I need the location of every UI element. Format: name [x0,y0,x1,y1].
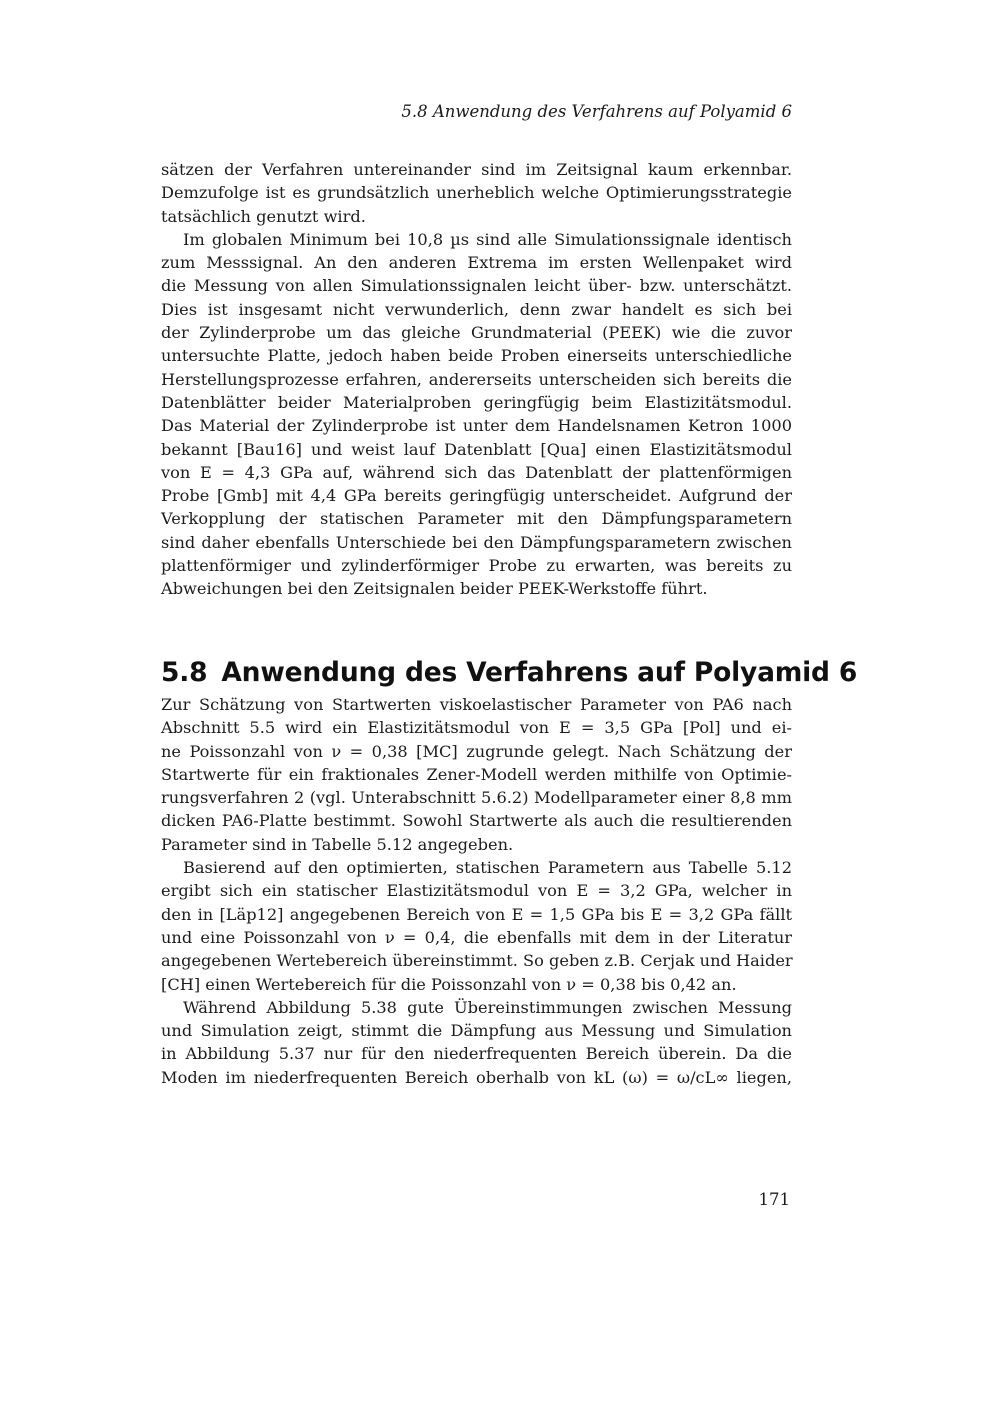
text-line: den in [Läp12] angegebenen Bereich von E = 1,5 GPa bis E = 3,2 GPa fällt [161,904,792,924]
text-line: Parameter sind in Tabelle 5.12 angegeben. [161,834,514,854]
text-line: in Abbildung 5.37 nur für den niederfrequenten Bereich überein. Da die [161,1044,792,1064]
text-line: ergibt sich ein statischer Elastizitätsmodul von E = 3,2 GPa, welcher in [161,881,792,901]
text-line: Dies ist insgesamt nicht verwunderlich, denn zwar handelt es sich bei [161,299,792,319]
text-line: und eine Poissonzahl von ν = 0,4, die ebenfalls mit dem in der Literatur [161,927,792,947]
running-head: 5.8 Anwendung des Verfahrens auf Polyamid 6 [401,102,792,121]
text-line: ne Poissonzahl von ν = 0,38 [MC] zugrunde gelegt. Nach Schätzung der [161,741,792,761]
text-line: Herstellungsprozesse erfahren, andererseits unterscheiden sich bereits die [161,369,792,389]
text-line: zum Messsignal. An den anderen Extrema im ersten Wellenpaket wird [161,253,792,273]
text-line: Demzufolge ist es grundsätzlich unerheblich welche Optimierungsstrategie [161,183,792,203]
text-block-continuation [161,158,792,601]
text-line: rungsverfahren 2 (vgl. Unterabschnitt 5.6.2) Modellparameter einer 8,8 mm [161,788,792,808]
text-line: Abschnitt 5.5 wird ein Elastizitätsmodul von E = 3,5 GPa [Pol] und ei- [161,718,792,738]
text-line: dicken PA6-Platte bestimmt. Sowohl Startwerte als auch die resultierenden [161,811,792,831]
text-line: Startwerte für ein fraktionales Zener-Modell werden mithilfe von Optimie- [161,764,792,784]
text-line: untersuchte Platte, jedoch haben beide Proben einerseits unterschiedliche [161,346,792,366]
text-line: bekannt [Bau16] und weist lauf Datenblatt [Qua] einen Elastizitätsmodul [161,439,792,459]
text-line: Verkopplung der statischen Parameter mit den Dämpfungsparametern [161,509,792,529]
text-line: Im globalen Minimum bei 10,8 µs sind alle Simulationssignale identisch [183,229,792,249]
text-line: Datenblätter beider Materialproben geringfügig beim Elastizitätsmodul. [161,392,792,412]
page-number: 171 [758,1190,790,1209]
text-line: von E = 4,3 GPa auf, während sich das Datenblatt der plattenförmigen [161,462,792,482]
section-heading [161,657,857,688]
text-line: Abweichungen bei den Zeitsignalen beider PEEK-Werkstoffe führt. [161,579,708,599]
text-line: tatsächlich genutzt wird. [161,206,366,226]
text-line: angegebenen Wertebereich übereinstimmt. So geben z.B. Cerjak und Haider [161,951,793,971]
text-line: Zur Schätzung von Startwerten viskoelastischer Parameter von PA6 nach [161,695,792,714]
section-title: Anwendung des Verfahrens auf Polyamid 6 [221,657,858,688]
text-line: sätzen der Verfahren untereinander sind im Zeitsignal kaum erkennbar. [161,160,792,179]
text-line: plattenförmiger und zylinderförmiger Probe zu erwarten, was bereits zu [161,556,792,576]
text-block-section [161,693,792,1089]
text-line: Moden im niederfrequenten Bereich oberhalb von kL (ω) = ω/cL∞ liegen, [161,1067,792,1087]
text-line: die Messung von allen Simulationssignalen leicht über- bzw. unterschätzt. [161,276,792,296]
text-line: Das Material der Zylinderprobe ist unter dem Handelsnamen Ketron 1000 [161,416,792,436]
text-line: Probe [Gmb] mit 4,4 GPa bereits geringfügig unterscheidet. Aufgrund der [161,486,792,506]
text-line: Während Abbildung 5.38 gute Übereinstimmungen zwischen Messung [183,997,792,1017]
text-line: sind daher ebenfalls Unterschiede bei den Dämpfungsparametern zwischen [161,532,792,552]
section-number: 5.8 [161,657,208,688]
text-line: Basierend auf den optimierten, statischen Parametern aus Tabelle 5.12 [183,858,792,878]
text-line: und Simulation zeigt, stimmt die Dämpfung aus Messung und Simulation [161,1021,792,1041]
text-line: [CH] einen Wertebereich für die Poissonzahl von ν = 0,38 bis 0,42 an. [161,974,737,994]
text-line: der Zylinderprobe um das gleiche Grundmaterial (PEEK) wie die zuvor [161,323,792,343]
